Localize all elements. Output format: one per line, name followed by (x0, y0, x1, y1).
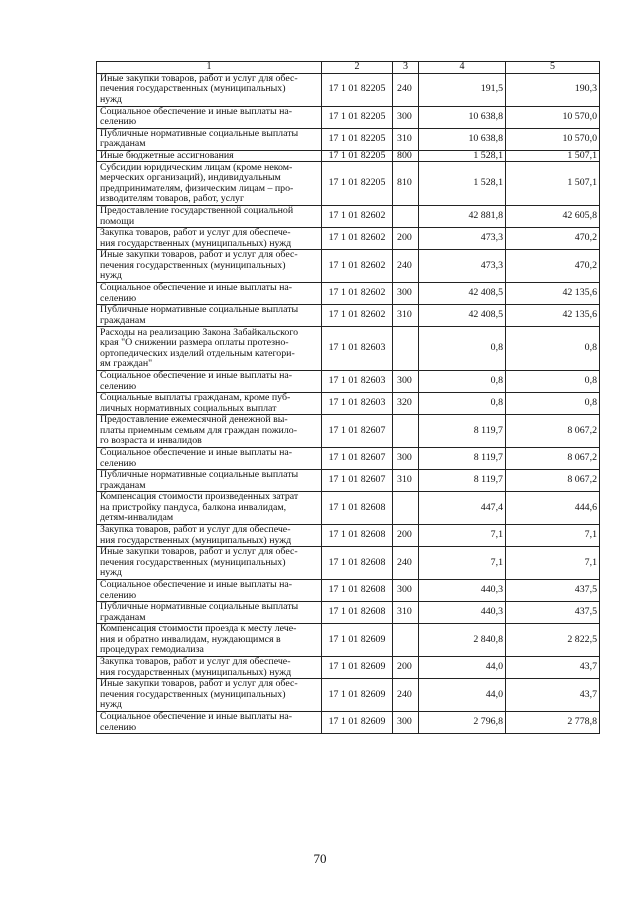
table-row (97, 250, 600, 283)
row-code: 17 1 01 82607 (322, 470, 393, 492)
table-row (97, 712, 600, 734)
table-row (97, 206, 600, 228)
row-name (97, 150, 322, 162)
table-row (97, 73, 600, 106)
row-value-col5: 470,2 (506, 228, 600, 250)
row-value-col4: 473,3 (419, 250, 506, 283)
row-name (97, 492, 322, 525)
row-name (97, 371, 322, 393)
row-name-line: го возраста и инвалидов (100, 435, 202, 447)
row-name-line: селению (100, 380, 137, 392)
row-name-line: Публичные нормативные социальные выплаты (100, 469, 299, 480)
row-value-col5: 10 570,0 (506, 106, 600, 128)
table-row (97, 283, 600, 305)
row-code: 17 1 01 82602 (322, 305, 393, 327)
row-value-col4: 0,8 (419, 371, 506, 393)
row-expense-type (393, 206, 419, 228)
row-name (97, 657, 322, 679)
row-name (97, 106, 322, 128)
row-code: 17 1 01 82609 (322, 624, 393, 657)
row-value-col5: 43,7 (506, 657, 600, 679)
row-name-line: печения государственных (муниципальных) (100, 83, 286, 95)
row-name-line: ния и обратно инвалидам, нуждающимся в (100, 633, 281, 645)
row-expense-type: 240 (393, 679, 419, 712)
row-name (97, 228, 322, 250)
row-name-line: предпринимателям, физическим лицам – про- (100, 182, 294, 194)
row-value-col5: 42 135,6 (506, 305, 600, 327)
table-row (97, 128, 600, 150)
row-name-line: ния государственных (муниципальных) нужд (100, 534, 292, 546)
row-code: 17 1 01 82603 (322, 371, 393, 393)
row-name (97, 602, 322, 624)
row-code: 17 1 01 82205 (322, 150, 393, 162)
row-expense-type: 200 (393, 228, 419, 250)
row-name-line: селению (100, 457, 137, 469)
row-code: 17 1 01 82603 (322, 393, 393, 415)
row-name (97, 547, 322, 580)
row-value-col5: 0,8 (506, 393, 600, 415)
row-name-line: нужд (100, 93, 122, 105)
row-value-col4: 0,8 (419, 327, 506, 371)
row-name-line: изводителям товаров, работ, услуг (100, 193, 245, 204)
row-name (97, 525, 322, 547)
row-value-col4: 440,3 (419, 602, 506, 624)
row-name-line: ния государственных (муниципальных) нужд (100, 237, 292, 249)
row-value-col4: 7,1 (419, 547, 506, 580)
row-value-col5: 437,5 (506, 580, 600, 602)
row-value-col5: 190,3 (506, 73, 600, 106)
row-value-col4: 2 796,8 (419, 712, 506, 734)
row-name-line: детям-инвалидам (100, 512, 174, 524)
row-value-col4: 42 881,8 (419, 206, 506, 228)
row-name-line: процедурах гемодиализа (100, 644, 204, 656)
row-code: 17 1 01 82608 (322, 492, 393, 525)
row-code: 17 1 01 82205 (322, 162, 393, 206)
row-name-line: гражданам (100, 611, 146, 623)
row-name-line: Социальное обеспечение и иные выплаты на- (100, 447, 293, 458)
budget-table (96, 61, 600, 734)
row-value-col5: 10 570,0 (506, 128, 600, 150)
row-name (97, 712, 322, 734)
row-expense-type: 310 (393, 470, 419, 492)
row-expense-type (393, 415, 419, 448)
row-name-line: Субсидии юридическим лицам (кроме неком- (100, 161, 293, 173)
row-value-col5: 0,8 (506, 371, 600, 393)
row-name (97, 73, 322, 106)
row-code: 17 1 01 82607 (322, 415, 393, 448)
row-value-col4: 1 528,1 (419, 150, 506, 162)
row-name-line: Социальное обеспечение и иные выплаты на- (100, 282, 293, 293)
row-name (97, 393, 322, 415)
row-name-line: печения государственных (муниципальных) (100, 556, 286, 568)
table-row (97, 580, 600, 602)
row-code: 17 1 01 82608 (322, 525, 393, 547)
table-row (97, 371, 600, 393)
row-name-line: на пристройку пандуса, балкона инвалидам, (100, 501, 287, 513)
table-row (97, 106, 600, 128)
row-value-col5: 2 778,8 (506, 712, 600, 734)
row-value-col4: 10 638,8 (419, 106, 506, 128)
row-name-line: Иные закупки товаров, работ и услуг для обес- (100, 546, 298, 558)
row-expense-type: 320 (393, 393, 419, 415)
row-expense-type: 800 (393, 150, 419, 162)
row-value-col4: 473,3 (419, 228, 506, 250)
row-name-line: селению (100, 589, 137, 601)
row-code: 17 1 01 82609 (322, 679, 393, 712)
row-expense-type: 300 (393, 580, 419, 602)
row-expense-type: 240 (393, 547, 419, 580)
row-name-line: нужд (100, 270, 122, 282)
row-name-line: Социальные выплаты гражданам, кроме пуб- (100, 392, 291, 403)
row-name-line: ортопедических изделий отдельным категори- (100, 347, 295, 359)
row-value-col4: 191,5 (419, 73, 506, 106)
table-row (97, 624, 600, 657)
row-name (97, 162, 322, 206)
row-value-col4: 44,0 (419, 679, 506, 712)
row-name-line: селению (100, 292, 137, 304)
row-name (97, 624, 322, 657)
row-code: 17 1 01 82205 (322, 106, 393, 128)
row-name-line: Иные закупки товаров, работ и услуг для обес- (100, 249, 298, 261)
row-value-col4: 8 119,7 (419, 448, 506, 470)
row-name-line: Расходы на реализацию Закона Забайкальского (100, 326, 299, 338)
row-name-line: Закупка товаров, работ и услуг для обеспече- (100, 524, 291, 535)
row-value-col5: 7,1 (506, 525, 600, 547)
row-code: 17 1 01 82609 (322, 712, 393, 734)
row-value-col5: 1 507,1 (506, 150, 600, 162)
row-name-line: печения государственных (муниципальных) (100, 688, 286, 700)
row-value-col4: 440,3 (419, 580, 506, 602)
table-row (97, 448, 600, 470)
row-name-line: помощи (100, 215, 135, 227)
row-code: 17 1 01 82609 (322, 657, 393, 679)
header-col-1: 1 (97, 62, 322, 74)
row-name-line: Социальное обеспечение и иные выплаты на- (100, 579, 293, 590)
row-name-line: нужд (100, 567, 122, 579)
row-expense-type: 310 (393, 602, 419, 624)
row-code: 17 1 01 82602 (322, 206, 393, 228)
row-value-col5: 1 507,1 (506, 162, 600, 206)
row-expense-type: 240 (393, 250, 419, 283)
row-name-line: Публичные нормативные социальные выплаты (100, 601, 299, 612)
row-name (97, 415, 322, 448)
row-name (97, 679, 322, 712)
row-value-col4: 44,0 (419, 657, 506, 679)
table-row (97, 228, 600, 250)
row-name-line: нужд (100, 699, 122, 711)
row-expense-type: 300 (393, 712, 419, 734)
row-code: 17 1 01 82608 (322, 547, 393, 580)
row-name-line: ям граждан" (100, 358, 153, 369)
row-code: 17 1 01 82607 (322, 448, 393, 470)
row-value-col5: 2 822,5 (506, 624, 600, 657)
table-header-row (97, 62, 600, 74)
row-value-col4: 0,8 (419, 393, 506, 415)
row-name-line: Компенсация стоимости произведенных затрат (100, 491, 299, 503)
table-row (97, 393, 600, 415)
row-expense-type (393, 327, 419, 371)
row-name-line: гражданам (100, 479, 146, 491)
row-expense-type: 810 (393, 162, 419, 206)
row-code: 17 1 01 82205 (322, 73, 393, 106)
table-row (97, 150, 600, 162)
row-expense-type: 300 (393, 283, 419, 305)
row-value-col5: 444,6 (506, 492, 600, 525)
row-value-col4: 7,1 (419, 525, 506, 547)
row-expense-type: 200 (393, 657, 419, 679)
table-row (97, 470, 600, 492)
row-expense-type: 200 (393, 525, 419, 547)
row-expense-type (393, 624, 419, 657)
row-value-col4: 42 408,5 (419, 283, 506, 305)
row-value-col5: 0,8 (506, 327, 600, 371)
page-number: 70 (313, 851, 327, 866)
header-col-3: 3 (393, 62, 419, 74)
row-code: 17 1 01 82602 (322, 250, 393, 283)
header-col-4: 4 (419, 62, 506, 74)
row-value-col4: 8 119,7 (419, 470, 506, 492)
row-name-line: Закупка товаров, работ и услуг для обеспече- (100, 227, 291, 238)
row-name-line: Публичные нормативные социальные выплаты (100, 127, 299, 139)
row-value-col4: 2 840,8 (419, 624, 506, 657)
row-value-col5: 42 605,8 (506, 206, 600, 228)
row-value-col5: 8 067,2 (506, 470, 600, 492)
row-name (97, 448, 322, 470)
row-name-line: селению (100, 721, 137, 733)
row-value-col5: 43,7 (506, 679, 600, 712)
row-value-col5: 8 067,2 (506, 415, 600, 448)
table-row (97, 679, 600, 712)
row-value-col4: 1 528,1 (419, 162, 506, 206)
table-row (97, 657, 600, 679)
row-value-col5: 7,1 (506, 547, 600, 580)
row-name (97, 327, 322, 371)
row-code: 17 1 01 82602 (322, 283, 393, 305)
row-code: 17 1 01 82205 (322, 128, 393, 150)
row-code: 17 1 01 82608 (322, 602, 393, 624)
row-name (97, 283, 322, 305)
table-row (97, 547, 600, 580)
table-row (97, 305, 600, 327)
row-name (97, 580, 322, 602)
row-code: 17 1 01 82608 (322, 580, 393, 602)
row-name-line: мерческих организаций), индивидуальным (100, 172, 281, 183)
row-name-line: Публичные нормативные социальные выплаты (100, 304, 299, 315)
row-name-line: селению (100, 116, 137, 127)
row-name (97, 470, 322, 492)
row-expense-type: 240 (393, 73, 419, 106)
row-name-line: платы приемным семьям для граждан пожило- (100, 424, 297, 436)
row-name-line: личных нормативных социальных выплат (100, 402, 277, 414)
row-name-line: гражданам (100, 138, 146, 149)
row-code: 17 1 01 82603 (322, 327, 393, 371)
row-name-line: Социальное обеспечение и иные выплаты на- (100, 711, 293, 722)
row-name-line: Иные закупки товаров, работ и услуг для обес- (100, 678, 298, 690)
row-name-line: Предоставление ежемесячной денежной вы- (100, 414, 288, 426)
row-name-line: гражданам (100, 314, 146, 326)
row-value-col5: 42 135,6 (506, 283, 600, 305)
table-row (97, 525, 600, 547)
row-value-col5: 470,2 (506, 250, 600, 283)
table-row (97, 327, 600, 371)
row-name-line: Социальное обеспечение и иные выплаты на- (100, 370, 293, 381)
table-body (97, 73, 600, 734)
row-name-line: Иные бюджетные ассигнования (100, 149, 234, 161)
row-expense-type: 300 (393, 448, 419, 470)
row-expense-type: 310 (393, 128, 419, 150)
row-name (97, 128, 322, 150)
table-row (97, 492, 600, 525)
row-name-line: печения государственных (муниципальных) (100, 259, 286, 271)
row-name (97, 305, 322, 327)
row-name-line: Компенсация стоимости проезда к месту лече- (100, 623, 297, 635)
row-value-col5: 8 067,2 (506, 448, 600, 470)
row-value-col4: 447,4 (419, 492, 506, 525)
row-name-line: края "О снижении размера оплаты протезно- (100, 337, 289, 348)
row-value-col4: 8 119,7 (419, 415, 506, 448)
row-expense-type (393, 492, 419, 525)
row-expense-type: 300 (393, 106, 419, 128)
row-name-line: Предоставление государственной социальной (100, 205, 294, 216)
row-name (97, 250, 322, 283)
row-name (97, 206, 322, 228)
row-expense-type: 300 (393, 371, 419, 393)
row-value-col5: 437,5 (506, 602, 600, 624)
table-row (97, 602, 600, 624)
row-value-col4: 42 408,5 (419, 305, 506, 327)
table-row (97, 415, 600, 448)
row-name-line: Социальное обеспечение и иные выплаты на- (100, 105, 293, 117)
header-col-5: 5 (506, 62, 600, 74)
row-value-col4: 10 638,8 (419, 128, 506, 150)
row-code: 17 1 01 82602 (322, 228, 393, 250)
header-col-2: 2 (322, 62, 393, 74)
row-name-line: Иные закупки товаров, работ и услуг для обес- (100, 72, 298, 84)
table-row (97, 162, 600, 206)
row-name-line: ния государственных (муниципальных) нужд (100, 666, 292, 678)
row-name-line: Закупка товаров, работ и услуг для обеспече- (100, 656, 291, 667)
row-expense-type: 310 (393, 305, 419, 327)
